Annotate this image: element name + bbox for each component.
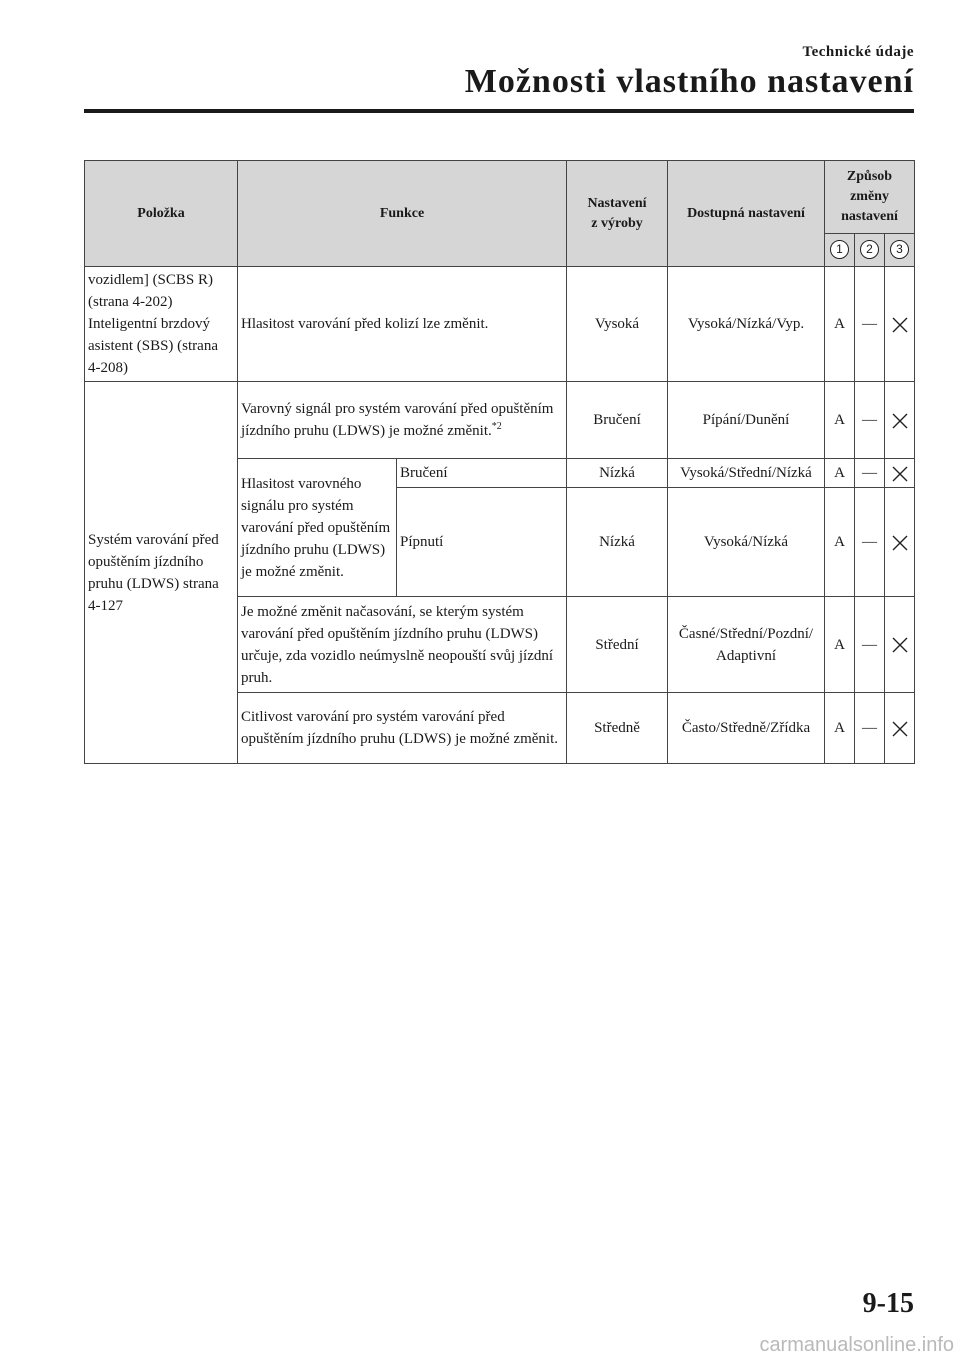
settings-table [84,160,915,764]
header-item: Položka [85,161,238,267]
available-cell: Pípání/Dunění [668,382,825,459]
factory-cell: Vysoká [567,267,668,382]
cross-mark-icon [891,636,909,654]
factory-cell: Nízká [567,488,668,597]
method-col-1 [825,234,855,267]
page-title: Možnosti vlastního nastavení [464,63,914,100]
method-1-cell: A [825,459,855,488]
method-3-cell [885,459,915,488]
function-cell: Je možné změnit načasování, se kterým systém varování před opuštěním jízdního pruhu (LDWS) určuje, zda vozidlo neúmyslně neopouští svůj jízdní pruh. [238,597,567,693]
page-number: 9-15 [862,1288,914,1319]
factory-cell: Středně [567,693,668,764]
sub-setting-cell: Bručení [397,459,567,488]
available-cell: Vysoká/Nízká [668,488,825,597]
method-2-cell: — [855,382,885,459]
factory-cell: Nízká [567,459,668,488]
method-1-cell: A [825,488,855,597]
header-method: Způsob změny nastavení [825,161,915,234]
header-available: Dostupná nastavení [668,161,825,267]
footnote-marker: *2 [491,421,502,432]
cross-mark-icon [891,465,909,483]
method-3-cell [885,597,915,693]
item-cell-ldws: Systém varování před opuštěním jízdního pruhu (LDWS) strana 4-127 [85,382,238,764]
circled-number-2: 2 [860,240,879,259]
table-row [85,267,915,382]
method-1-cell: A [825,382,855,459]
available-cell: Vysoká/Nízká/Vyp. [668,267,825,382]
title-rule [84,109,914,113]
factory-cell: Střední [567,597,668,693]
factory-cell: Bručení [567,382,668,459]
cross-mark-icon [891,412,909,430]
method-1-cell: A [825,693,855,764]
method-col-2 [855,234,885,267]
method-3-cell [885,488,915,597]
method-3-cell [885,382,915,459]
method-2-cell: — [855,488,885,597]
cross-mark-icon [891,720,909,738]
circled-number-1: 1 [830,240,849,259]
header-function: Funkce [238,161,567,267]
available-cell: Časné/Střední/Pozdní/ Adaptivní [668,597,825,693]
header-factory: Nastavení z výroby [567,161,668,267]
method-3-cell [885,693,915,764]
method-col-3 [885,234,915,267]
available-cell: Vysoká/Střední/Nízká [668,459,825,488]
cross-mark-icon [891,316,909,334]
method-2-cell: — [855,267,885,382]
method-3-cell [885,267,915,382]
method-1-cell: A [825,267,855,382]
header-row [85,161,915,234]
cross-mark-icon [891,534,909,552]
circled-number-3: 3 [890,240,909,259]
available-cell: Často/Středně/Zřídka [668,693,825,764]
function-cell: Hlasitost varování před kolizí lze změnit. [238,267,567,382]
function-cell: Citlivost varování pro systém varování před opuštěním jízdního pruhu (LDWS) je možné změnit. [238,693,567,764]
function-cell: Varovný signál pro systém varování před opuštěním jízdního pruhu (LDWS) je možné změnit.$^{*2}$ [238,382,567,459]
item-cell: vozidlem] (SCBS R) (strana 4-202) Inteligentní brzdový asistent (SBS) (strana 4-208) [85,267,238,382]
section-label: Technické údaje [802,44,914,60]
method-2-cell: — [855,597,885,693]
method-2-cell: — [855,459,885,488]
sub-setting-cell: Pípnutí [397,488,567,597]
watermark: carmanualsonline.info [759,1334,954,1356]
method-2-cell: — [855,693,885,764]
method-1-cell: A [825,597,855,693]
function-cell-volume: Hlasitost varovného signálu pro systém varování před opuštěním jízdního pruhu (LDWS) je možné změnit. [238,459,397,597]
table-row [85,382,915,459]
